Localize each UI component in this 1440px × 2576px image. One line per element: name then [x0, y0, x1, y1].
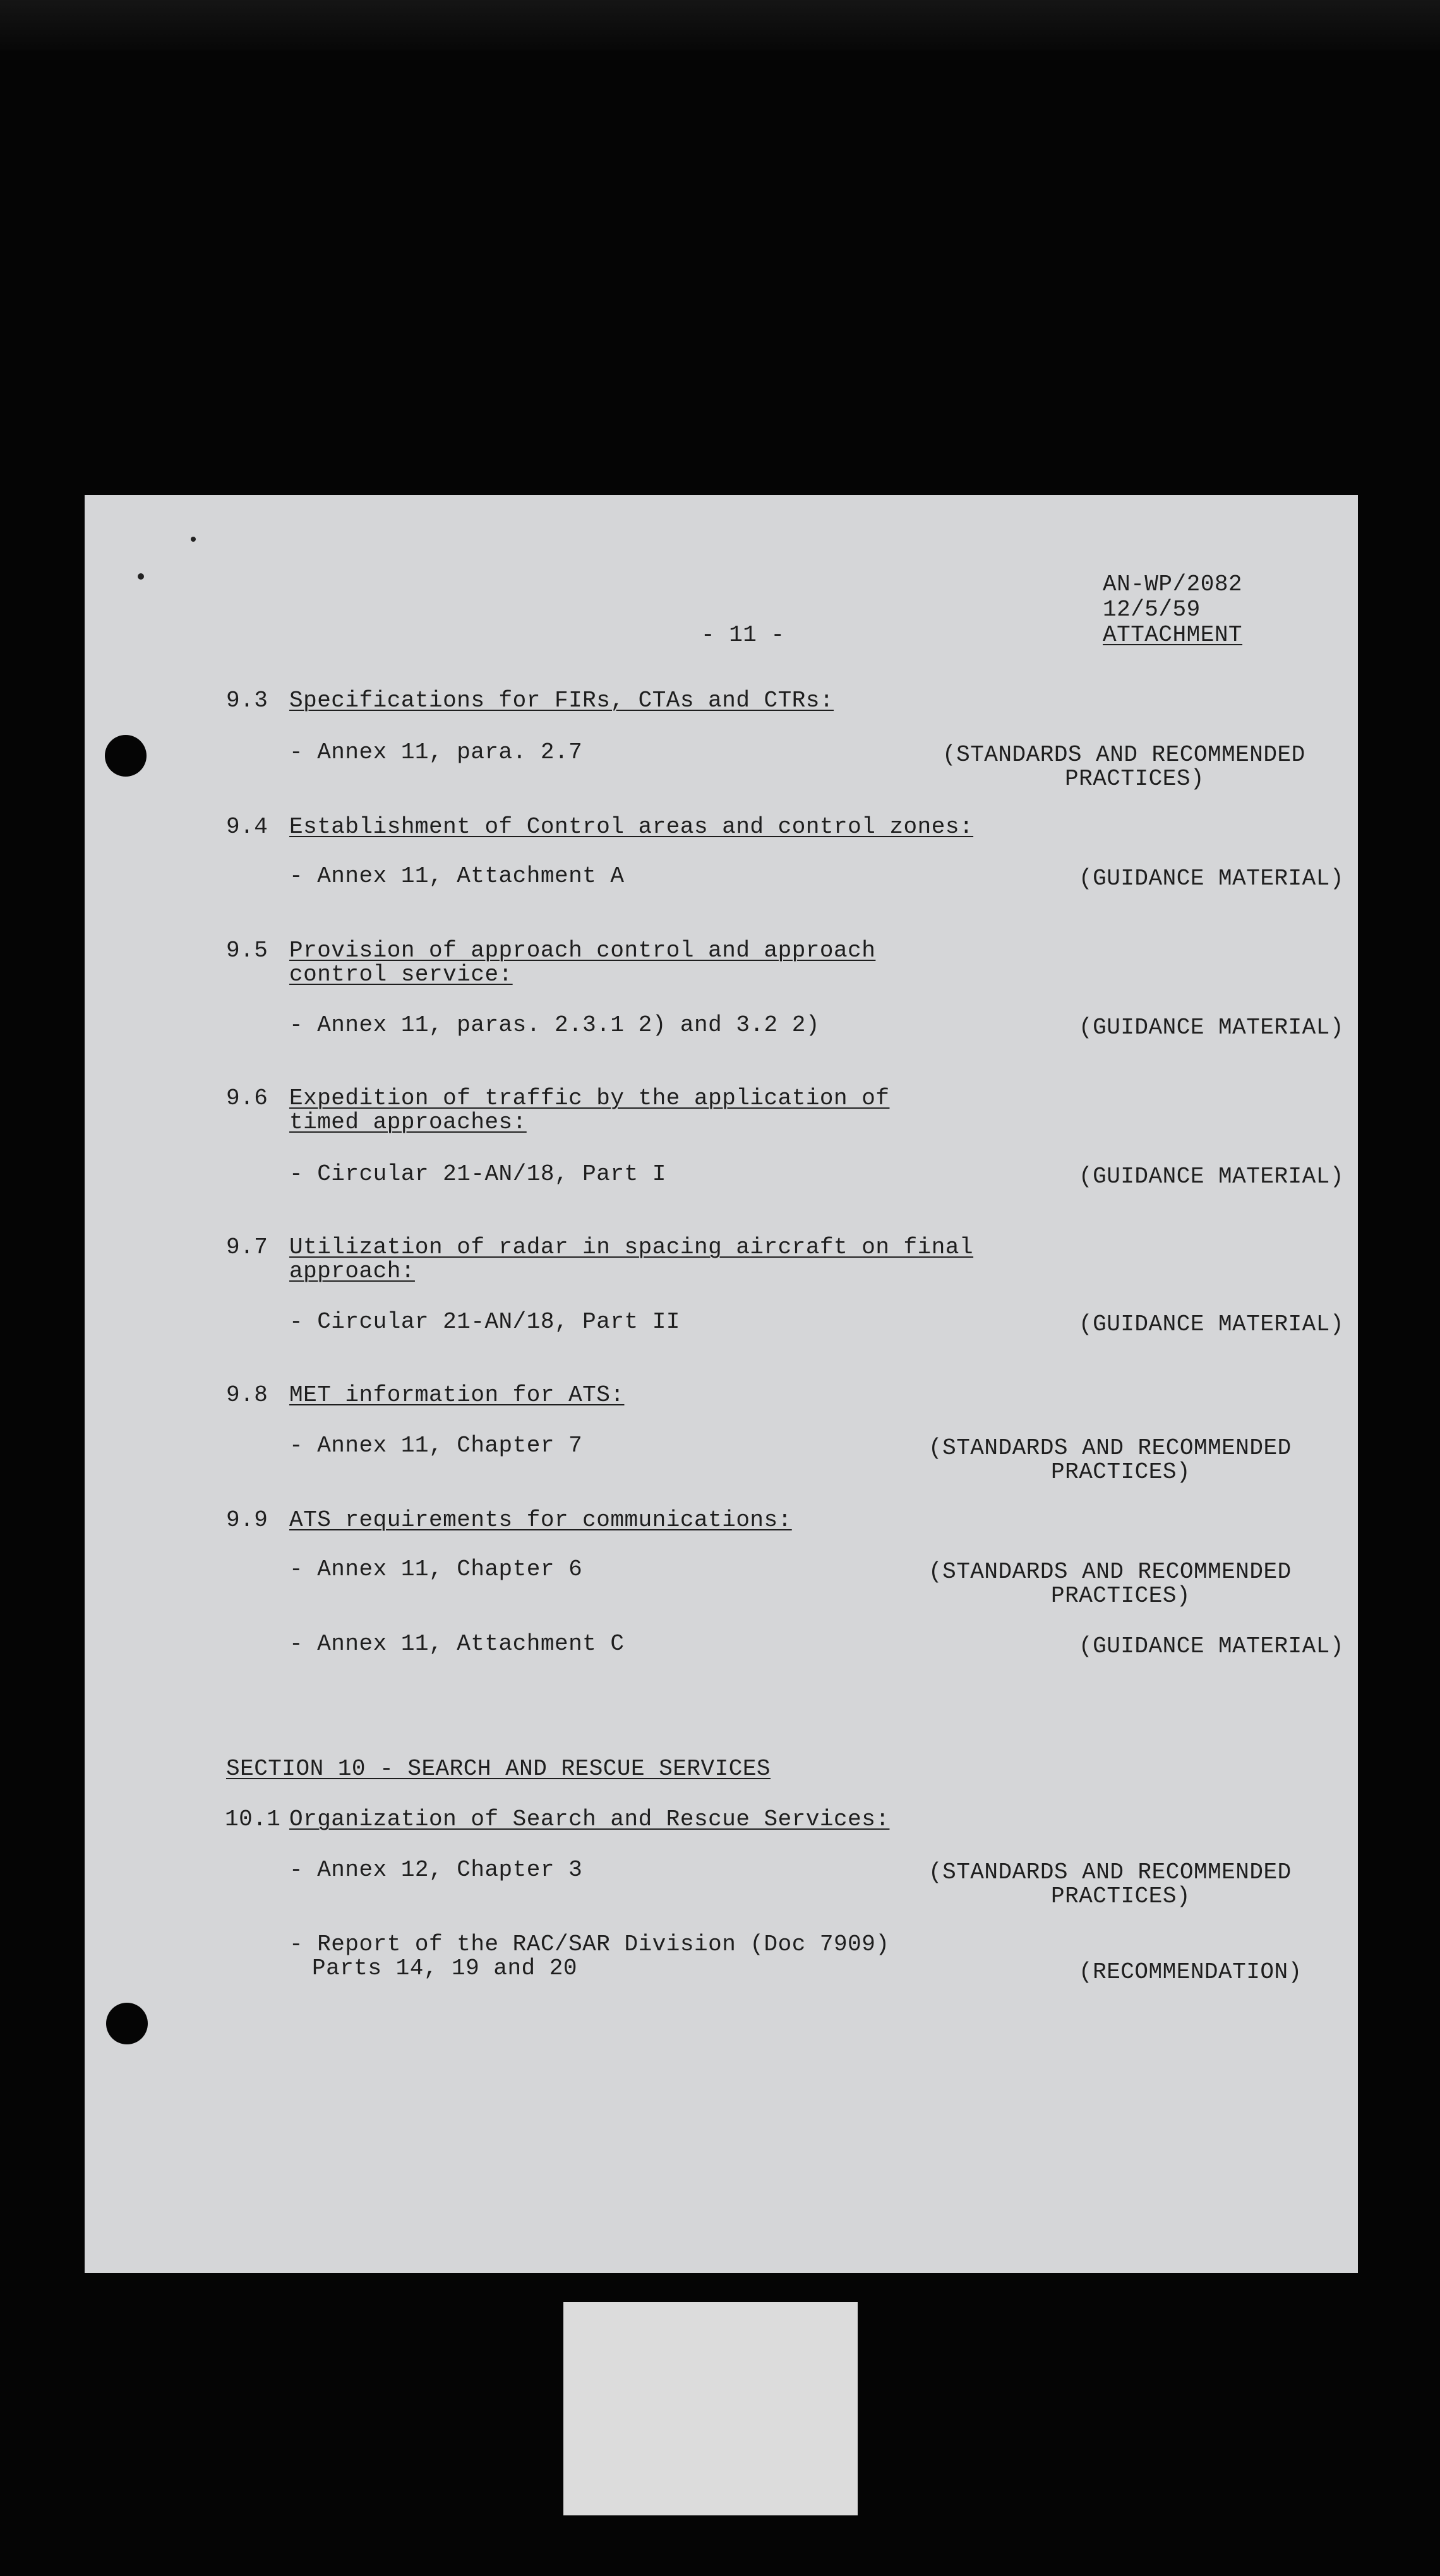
reference-text: - Annex 11, para. 2.7	[289, 739, 583, 765]
item-title: Organization of Search and Rescue Services:	[289, 1806, 890, 1832]
item-title: Establishment of Control areas and control zones:	[289, 814, 974, 840]
item-number: 9.4	[226, 814, 268, 840]
item-number: 9.8	[226, 1382, 268, 1408]
punch-hole	[105, 735, 147, 777]
reference-category: PRACTICES)	[1051, 1459, 1191, 1485]
reference-text: - Annex 11, Attachment C	[289, 1631, 625, 1657]
reference-text: - Annex 12, Chapter 3	[289, 1857, 583, 1883]
reference-category: (GUIDANCE MATERIAL)	[1079, 1633, 1344, 1659]
reference-category: PRACTICES)	[1051, 1583, 1191, 1609]
item-number: 9.9	[226, 1507, 268, 1533]
item-title: Expedition of traffic by the application of	[289, 1085, 890, 1111]
reference-category: (STANDARDS AND RECOMMENDED	[942, 742, 1305, 768]
reference-text: - Annex 11, Chapter 7	[289, 1433, 583, 1458]
reference-text: - Report of the RAC/SAR Division (Doc 7909)	[289, 1931, 890, 1957]
reference-text: - Annex 11, Attachment A	[289, 863, 625, 889]
blank-slip	[563, 2302, 858, 2515]
reference-text: Parts 14, 19 and 20	[312, 1955, 577, 1981]
item-title: ATS requirements for communications:	[289, 1507, 792, 1533]
reference-category: (GUIDANCE MATERIAL)	[1079, 1311, 1344, 1337]
reference-text: - Circular 21-AN/18, Part I	[289, 1161, 666, 1187]
document-reference: AN-WP/2082	[1103, 571, 1243, 597]
item-title: approach:	[289, 1258, 415, 1284]
reference-category: (RECOMMENDATION)	[1079, 1959, 1302, 1985]
reference-text: - Annex 11, Chapter 6	[289, 1556, 583, 1582]
reference-category: (GUIDANCE MATERIAL)	[1079, 1015, 1344, 1041]
reference-category: (GUIDANCE MATERIAL)	[1079, 866, 1344, 891]
item-title: Utilization of radar in spacing aircraft on final	[289, 1234, 974, 1260]
reference-category: (STANDARDS AND RECOMMENDED	[928, 1435, 1292, 1461]
speck-mark	[191, 537, 196, 542]
punch-hole	[106, 2003, 148, 2044]
item-title: timed approaches:	[289, 1109, 527, 1135]
speck-mark	[138, 573, 144, 580]
section-heading: SECTION 10 - SEARCH AND RESCUE SERVICES	[226, 1756, 771, 1782]
reference-category: PRACTICES)	[1065, 766, 1205, 792]
reference-category: (GUIDANCE MATERIAL)	[1079, 1164, 1344, 1190]
item-number: 9.3	[226, 688, 268, 713]
reference-text: - Circular 21-AN/18, Part II	[289, 1309, 680, 1335]
item-title: MET information for ATS:	[289, 1382, 625, 1408]
top-film-band	[0, 0, 1440, 51]
item-number: 9.6	[226, 1085, 268, 1111]
reference-category: PRACTICES)	[1051, 1883, 1191, 1909]
reference-category: (STANDARDS AND RECOMMENDED	[928, 1859, 1292, 1885]
item-number: 9.7	[226, 1234, 268, 1260]
item-title: Specifications for FIRs, CTAs and CTRs:	[289, 688, 834, 713]
reference-text: - Annex 11, paras. 2.3.1 2) and 3.2 2)	[289, 1012, 820, 1038]
item-number: 9.5	[226, 938, 268, 963]
item-number: 10.1	[225, 1806, 281, 1832]
document-date: 12/5/59	[1103, 597, 1201, 623]
item-title: control service:	[289, 962, 513, 987]
page-number: - 11 -	[701, 622, 785, 648]
reference-category: (STANDARDS AND RECOMMENDED	[928, 1559, 1292, 1585]
item-title: Provision of approach control and approach	[289, 938, 876, 963]
attachment-label: ATTACHMENT	[1103, 622, 1243, 648]
